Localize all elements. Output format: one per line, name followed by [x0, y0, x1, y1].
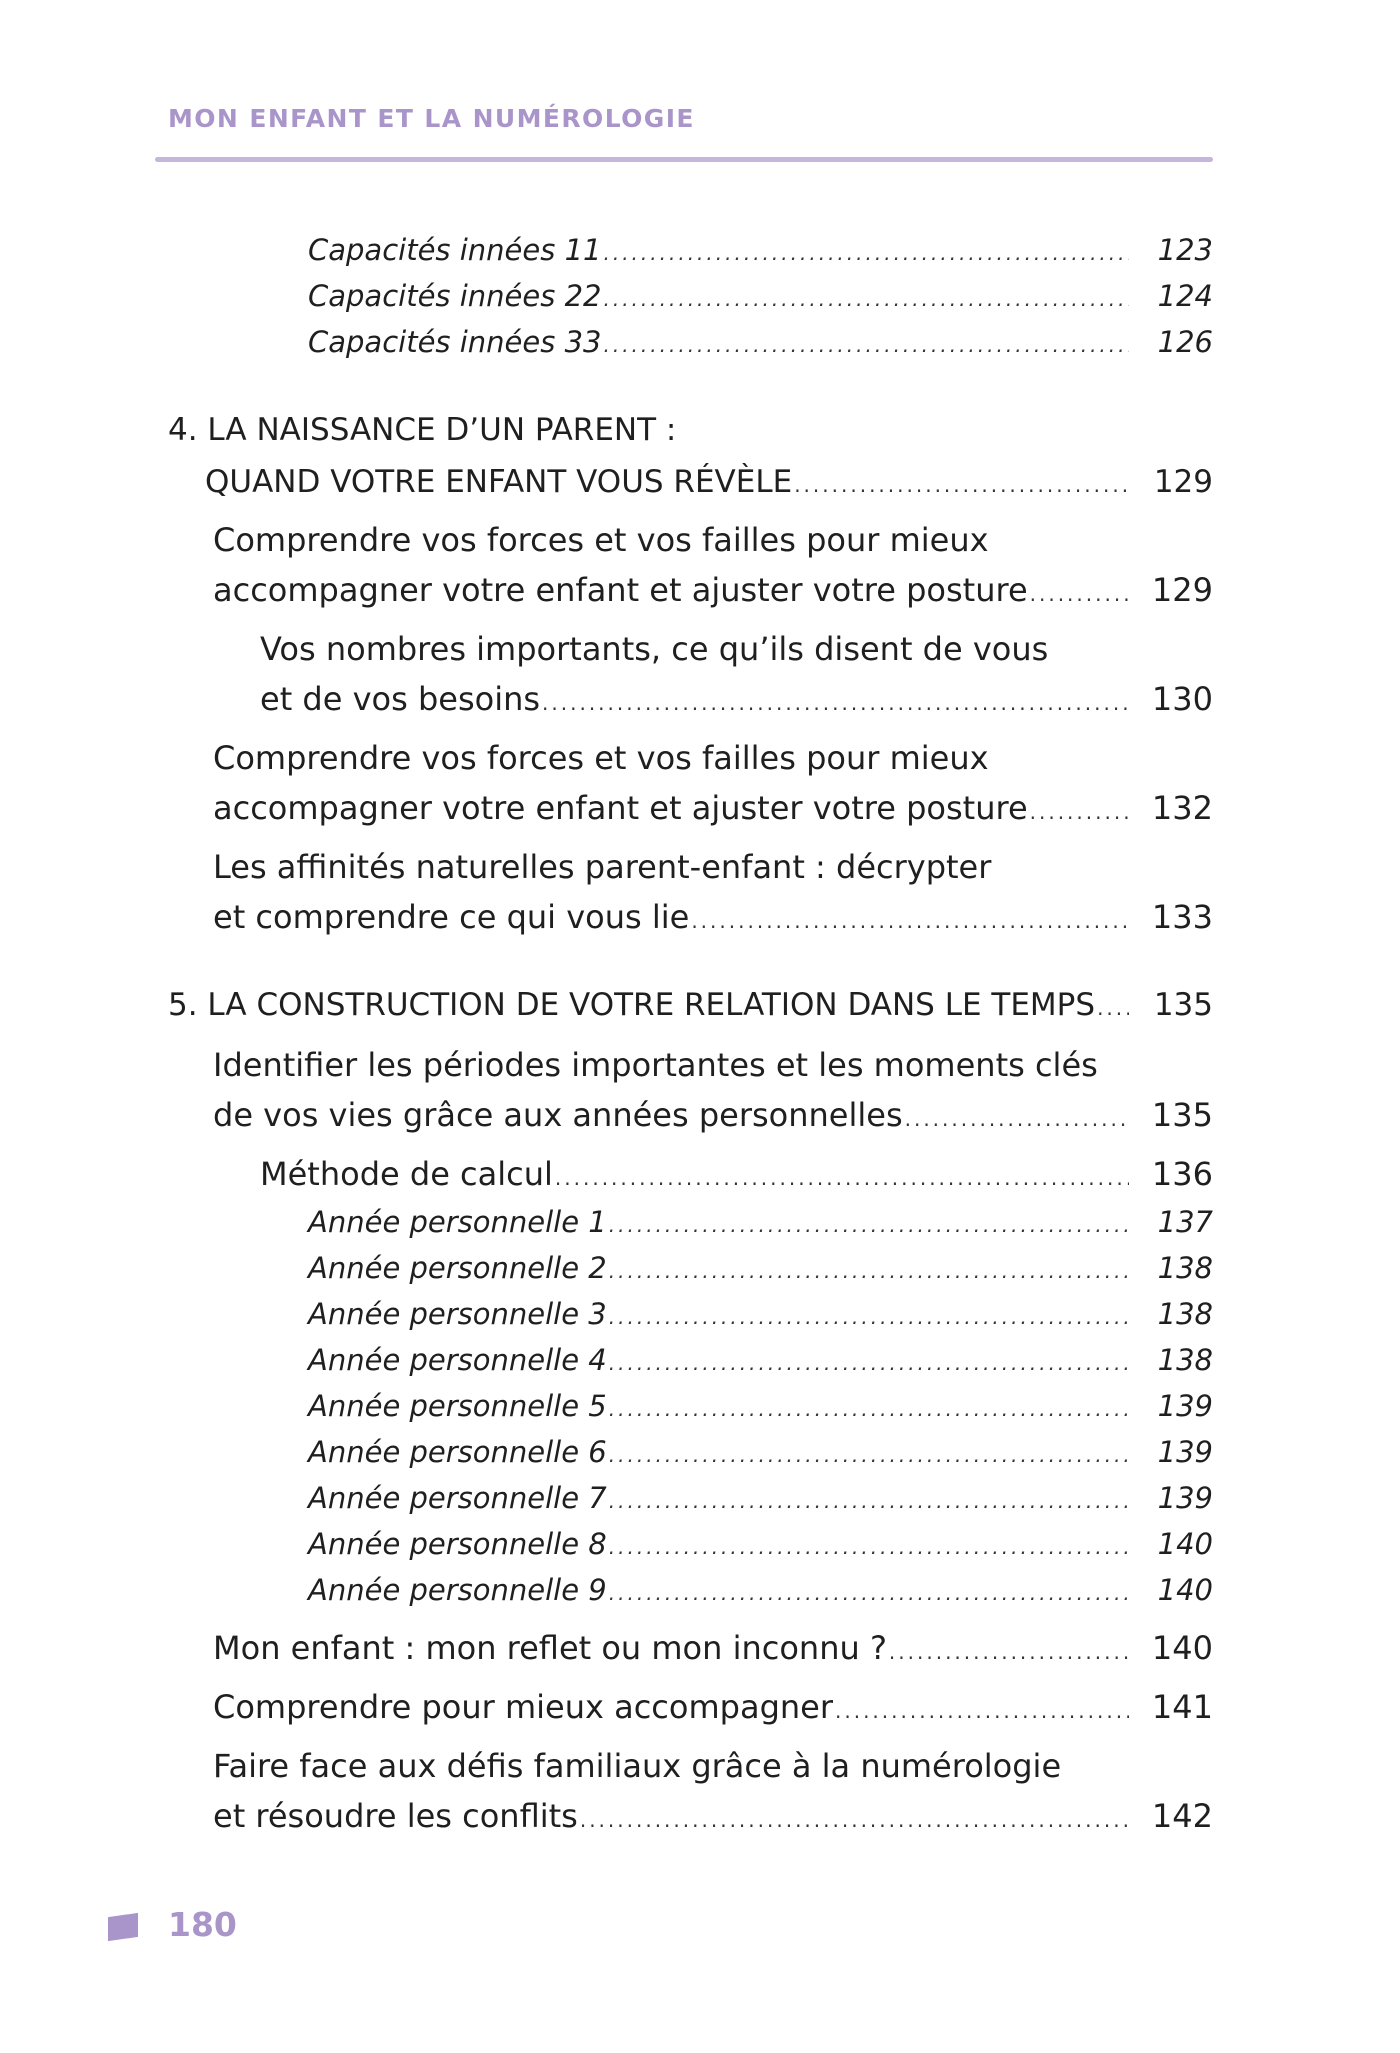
toc-entry-title: Capacités innées 33: [308, 325, 602, 359]
toc-entry-title: Comprendre pour mieux accompagner: [213, 1688, 833, 1726]
toc-page-number: 136: [1151, 1155, 1213, 1193]
toc-entry-title-line1: Identifier les périodes importantes et les moments clés: [213, 1046, 1098, 1084]
toc-page-number: 129: [1153, 464, 1213, 500]
toc-entry-title: Mon enfant : mon reflet ou mon inconnu ?: [213, 1629, 887, 1667]
toc-page-number: 140: [1157, 1573, 1213, 1607]
dot-leader: [905, 1099, 1129, 1139]
footer-corner-mark: [108, 1913, 138, 1941]
toc-entry-title: Année personnelle 8: [308, 1527, 607, 1561]
dot-leader: [1030, 574, 1129, 614]
dot-leader: [603, 327, 1129, 363]
toc-page-number: 138: [1157, 1251, 1213, 1285]
toc-page-number: 135: [1151, 1096, 1213, 1134]
dot-leader: [794, 465, 1129, 505]
dot-leader: [835, 1691, 1129, 1731]
header-rule: [155, 157, 1213, 162]
dot-leader: [609, 1483, 1129, 1519]
toc-entry-title-line2: et de vos besoins: [260, 680, 541, 718]
dot-leader: [609, 1299, 1129, 1335]
dot-leader: [603, 281, 1129, 317]
toc-entry-title: Méthode de calcul: [260, 1155, 553, 1193]
dot-leader: [580, 1800, 1129, 1840]
toc-entry-title: Année personnelle 3: [308, 1297, 607, 1331]
dot-leader: [691, 901, 1129, 941]
toc-entry-title-line2: et comprendre ce qui vous lie: [213, 898, 690, 936]
dot-leader: [609, 1207, 1129, 1243]
toc-entry-title: Année personnelle 5: [308, 1389, 607, 1423]
toc-entry-title: Année personnelle 1: [308, 1205, 607, 1239]
toc-section-title-line2: QUAND VOTRE ENFANT VOUS RÉVÈLE: [205, 464, 793, 500]
toc-entry-title: Capacités innées 22: [308, 279, 602, 313]
toc-entry-title: Année personnelle 9: [308, 1573, 607, 1607]
toc-page-number: 126: [1157, 325, 1213, 359]
toc-entry-title: Année personnelle 4: [308, 1343, 607, 1377]
toc-page-number: 141: [1151, 1688, 1213, 1726]
toc-page-number: 138: [1157, 1343, 1213, 1377]
toc-entry-title: Année personnelle 7: [308, 1481, 607, 1515]
dot-leader: [603, 235, 1129, 271]
toc-page-number: 139: [1157, 1481, 1213, 1515]
dot-leader: [1030, 792, 1129, 832]
toc-entry-title: Capacités innées 11: [308, 233, 602, 267]
toc-page-number: 140: [1151, 1629, 1213, 1667]
toc-section-title: 5. LA CONSTRUCTION DE VOTRE RELATION DANS LE TEMPS: [168, 987, 1096, 1023]
dot-leader: [609, 1253, 1129, 1289]
dot-leader: [609, 1575, 1129, 1611]
dot-leader: [609, 1437, 1129, 1473]
toc-page-number: 142: [1151, 1797, 1213, 1835]
toc-entry-title-line2: de vos vies grâce aux années personnelles: [213, 1096, 903, 1134]
dot-leader: [609, 1391, 1129, 1427]
toc-page-number: 123: [1157, 233, 1213, 267]
toc-page-number: 133: [1151, 898, 1213, 936]
toc-page-number: 132: [1151, 789, 1213, 827]
dot-leader: [555, 1158, 1129, 1198]
toc-entry-title-line1: Faire face aux défis familiaux grâce à la numérologie: [213, 1747, 1062, 1785]
toc-page-number: 139: [1157, 1435, 1213, 1469]
dot-leader: [609, 1345, 1129, 1381]
toc-page-number: 135: [1153, 987, 1213, 1023]
dot-leader: [889, 1632, 1129, 1672]
toc-entry-title-line1: Comprendre vos forces et vos failles pour mieux: [213, 739, 989, 777]
toc-page-number: 140: [1157, 1527, 1213, 1561]
toc-page-number: 124: [1157, 279, 1213, 313]
toc-entry-title-line2: et résoudre les conflits: [213, 1797, 578, 1835]
toc-page-number: 130: [1151, 680, 1213, 718]
toc-entry-title-line2: accompagner votre enfant et ajuster votre posture: [213, 789, 1028, 827]
toc-entry-title: Année personnelle 6: [308, 1435, 607, 1469]
toc-entry-title-line1: Les affinités naturelles parent-enfant : décrypter: [213, 848, 992, 886]
toc-entry-title-line2: accompagner votre enfant et ajuster votre posture: [213, 571, 1028, 609]
dot-leader: [609, 1529, 1129, 1565]
dot-leader: [1097, 988, 1129, 1028]
toc-page-number: 138: [1157, 1297, 1213, 1331]
toc-page-number: 129: [1151, 571, 1213, 609]
dot-leader: [542, 683, 1129, 723]
toc-page-number: 139: [1157, 1389, 1213, 1423]
toc-entry-title-line1: Comprendre vos forces et vos failles pour mieux: [213, 521, 989, 559]
toc-entry-title-line1: Vos nombres importants, ce qu’ils disent de vous: [260, 630, 1049, 668]
running-header: MON ENFANT ET LA NUMÉROLOGIE: [168, 104, 695, 133]
toc-entry-title: Année personnelle 2: [308, 1251, 607, 1285]
toc-page-number: 137: [1157, 1205, 1213, 1239]
toc-section-title-line1: 4. LA NAISSANCE D’UN PARENT :: [168, 412, 677, 448]
page-number: 180: [168, 1905, 237, 1944]
